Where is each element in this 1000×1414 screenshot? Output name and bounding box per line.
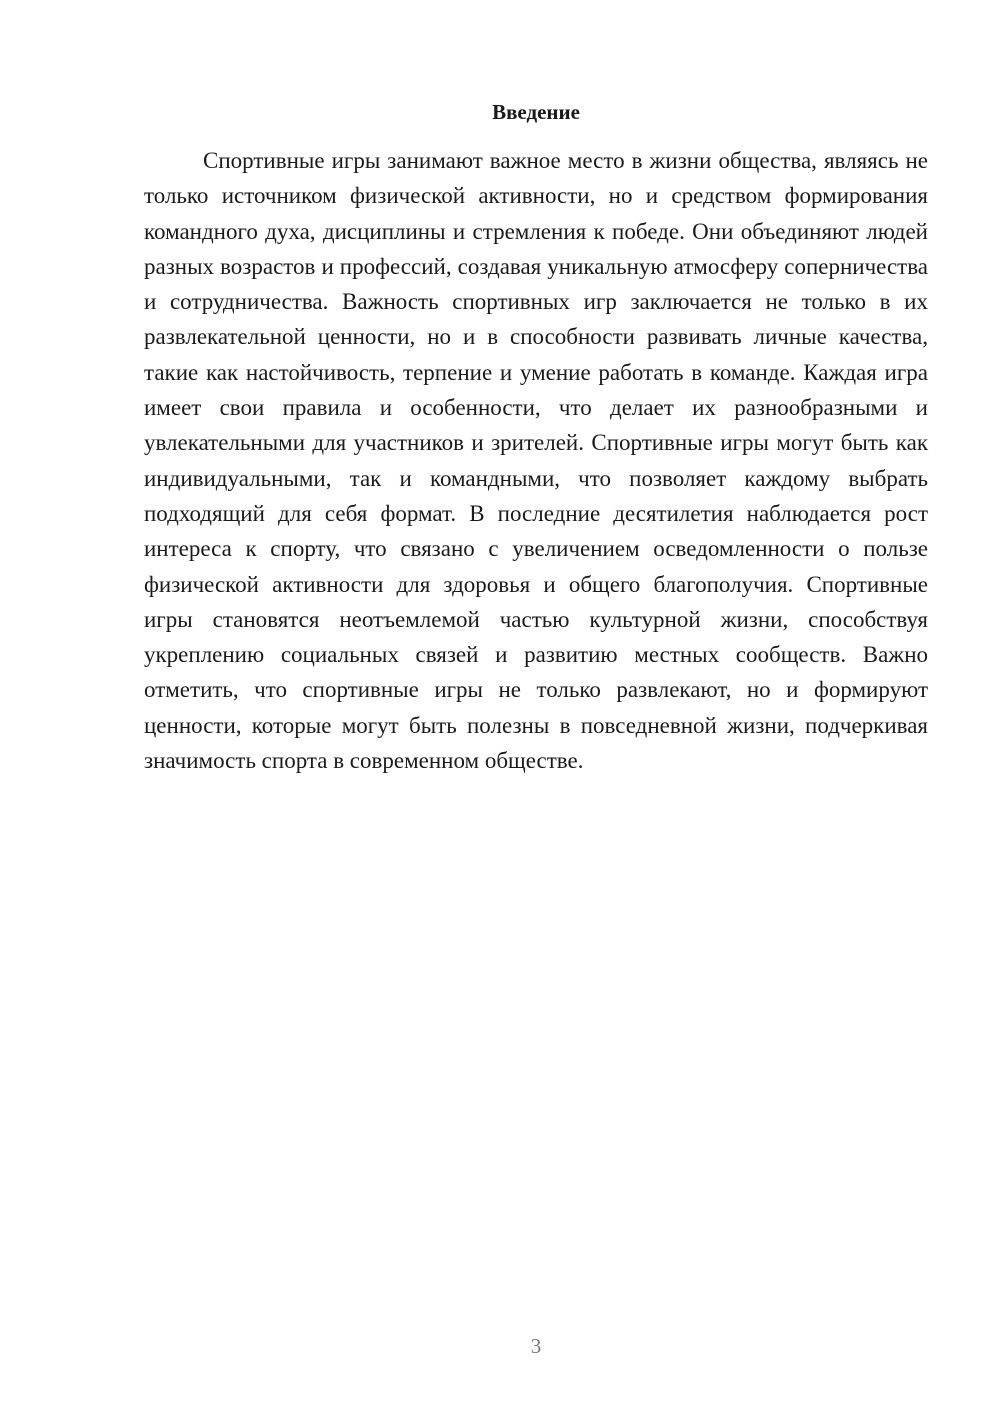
page-number: 3: [530, 1334, 542, 1358]
body-paragraph: Спортивные игры занимают важное место в жизни общества, являясь не только источником физической активности, но и средством формирования командного духа, дисциплины и стремления к победе. Они объединяют людей разных возрастов и профессий, создавая уникальную атмосферу соперничества и сотрудничества. Важность спортивных игр заключается не только в их развлекательной ценности, но и в способности развивать личные качества, такие как настойчивость, терпение и умение работать в команде. Каждая игра имеет свои правила и особенности, что делает их разнообразными и увлекательными для участников и зрителей. Спортивные игры могут быть как индивидуальными, так и командными, что позволяет каждому выбрать подходящий для себя формат. В последние десятилетия наблюдается рост интереса к спорту, что связано с увеличением осведомленности о пользе физической активности для здоровья и общего благополучия. Спортивные игры становятся неотъемлемой частью культурной жизни, способствуя укреплению социальных связей и развитию местных сообществ. Важно отметить, что спортивные игры не только развлекают, но и формируют ценности, которые могут быть полезны в повседневной жизни, подчеркивая значимость спорта в современном обществе.: [144, 148, 928, 774]
section-heading: Введение: [492, 100, 580, 124]
